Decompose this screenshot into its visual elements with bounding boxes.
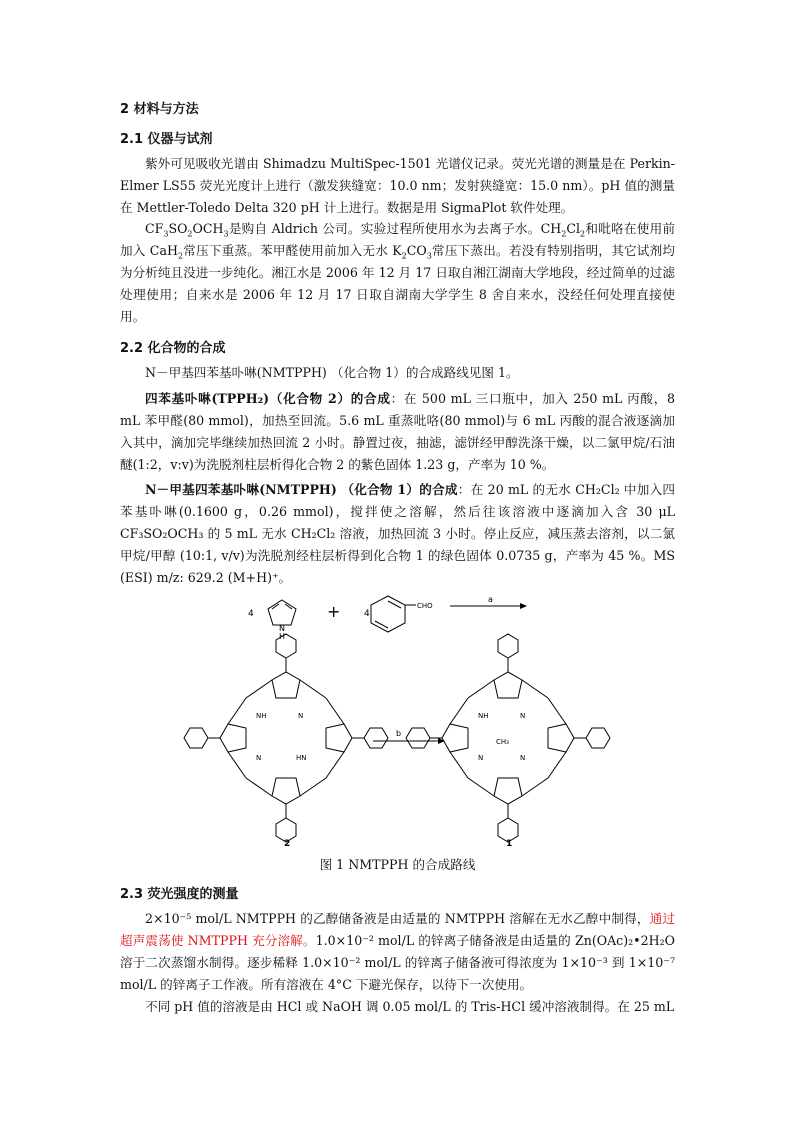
section-2-2-paragraph-1: N－甲基四苯基卟啉(NMTPPH) （化合物 1）的合成路线见图 1。	[145, 365, 519, 381]
porphyrin-1-n1: N	[520, 712, 526, 721]
cho-label: CHO	[417, 602, 433, 611]
document-body	[120, 96, 675, 1017]
porphyrin-2-structure	[184, 634, 388, 842]
section-2-2-paragraph-3: N－甲基四苯基卟啉(NMTPPH) （化合物 1）的合成：在 20 mL 的无水 CH₂Cl₂ 中加入四苯基卟啉(0.1600 g，0.26 mmol)，搅拌使之溶解，然后往该溶液中逐滴加入含 30 μL CF₃SO₂OCH₃ 的 5 mL 无水 CH₂Cl₂ 溶液，加热回流 3 小时。停止反应，减压蒸去溶剂，以二氯甲烷/甲醇 (10:1, v/v)为洗脱剂经柱层析得到化合物 1 的绿色固体 0.0735 g，产率为 45 %。MS (ESI) m/z: 629.2 (M+H)⁺。	[120, 482, 676, 585]
porphyrin-2-n1: N	[298, 712, 304, 721]
compound-1-label: 1	[506, 839, 513, 850]
pyrrole-structure	[268, 600, 296, 625]
section-2-title: 2 材料与方法	[120, 102, 199, 117]
benzaldehyde-structure	[371, 596, 416, 632]
section-2-1-title: 2.1 仪器与试剂	[120, 132, 213, 147]
porphyrin-1-n3: N	[520, 754, 526, 763]
pyrrole-n-label: N	[279, 624, 285, 634]
figure-caption: 图 1 NMTPPH 的合成路线	[319, 857, 476, 873]
section-2-1-paragraph-2: $CF_3SO_2OCH_3$是购自 Aldrich 公司。实验过程所使用水为去离子水。$CH_2Cl_2$和吡咯在使用前加入 CaH$_2$常压下重蒸。苯甲醛使用前加入无水 $K_2CO_3$常压下蒸出。若没有特别指明，其它试剂均为分析纯且没进一步纯化。湘江水是 2006 年 12 月 17 日取自湘江湖南大学地段，经过简单的过滤处理使用；自来水是 2006 年 12 月 17 日取自湖南大学学生 8 舍自来水，没经任何处理直接使用。	[120, 221, 676, 324]
synthesis-scheme	[120, 594, 675, 852]
section-2-3-title: 2.3 荧光强度的测量	[120, 887, 239, 903]
section-2-3-paragraph-2: 不同 pH 值的溶液是由 HCl 或 NaOH 调 0.05 mol/L 的 Tris-HCl 缓冲溶液制得。在 25 mL	[145, 998, 675, 1014]
coefficient-pyrrole: 4	[248, 609, 254, 620]
porphyrin-2-n2: N	[256, 754, 262, 763]
arrow-b-label: b	[396, 729, 402, 739]
arrow-a-head	[520, 603, 527, 609]
plus-sign: +	[327, 602, 341, 622]
section-2-2-title: 2.2 化合物的合成	[120, 341, 226, 357]
arrow-a-label: a	[488, 595, 493, 605]
section-2-3-paragraph-1: 2×10⁻⁵ mol/L NMTPPH 的乙醇储备液是由适量的 NMTPPH 溶解在无水乙醇中制得，通过超声震荡使 NMTPPH 充分溶解。1.0×10⁻² mol/L 的锌离子储备液是由适量的 Zn(OAc)₂•2H₂O 溶于二次蒸馏水制得。逐步稀释 1.0×10⁻² mol/L 的锌离子储备液可得浓度为 1×10⁻³ 到 1×10⁻⁷ mol/L 的锌离子工作液。所有溶液在 4°C 下避光保存，以待下一次使用。	[120, 911, 675, 992]
pyrrole-h-label: H	[279, 632, 286, 642]
section-2-1-paragraph-1: 紫外可见吸收光谱由 Shimadzu MultiSpec-1501 光谱仪记录。荧光光谱的测量是在 Perkin-Elmer LS55 荧光光度计上进行（激发狭缝宽：10.0 nm；发射狭缝宽：15.0 nm）。pH 值的测量在 Mettler-Toledo Delta 320 pH 计上进行。数据是用 SigmaPlot 软件处理。	[120, 156, 675, 215]
section-2-2-paragraph-2: 四苯基卟啉(TPPH₂)（化合物 2）的合成：在 500 mL 三口瓶中，加入 250 mL 丙酸，8 mL 苯甲醛(80 mmol)，加热至回流。5.6 mL 重蒸吡咯(80 mmol)与 6 mL 丙酸的混合液逐滴加入其中，滴加完毕继续加热回流 2 小时。静置过夜，抽滤，滤饼经甲醇洗涤干燥，以二氯甲烷/石油醚(1:2，v:v)为洗脱剂柱层析得化合物 2 的紫色固体 1.23 g，产率为 10 %。	[120, 391, 675, 472]
coefficient-benzaldehyde: 4	[364, 609, 370, 620]
porphyrin-1-nh: NH	[478, 712, 489, 721]
methyl-label: CH₃	[496, 738, 509, 747]
scheme-drawing	[120, 594, 675, 852]
porphyrin-2-hn: HN	[296, 754, 307, 763]
porphyrin-2-nh: NH	[256, 712, 267, 721]
porphyrin-1-n2: N	[478, 754, 484, 763]
compound-2-label: 2	[284, 839, 291, 850]
